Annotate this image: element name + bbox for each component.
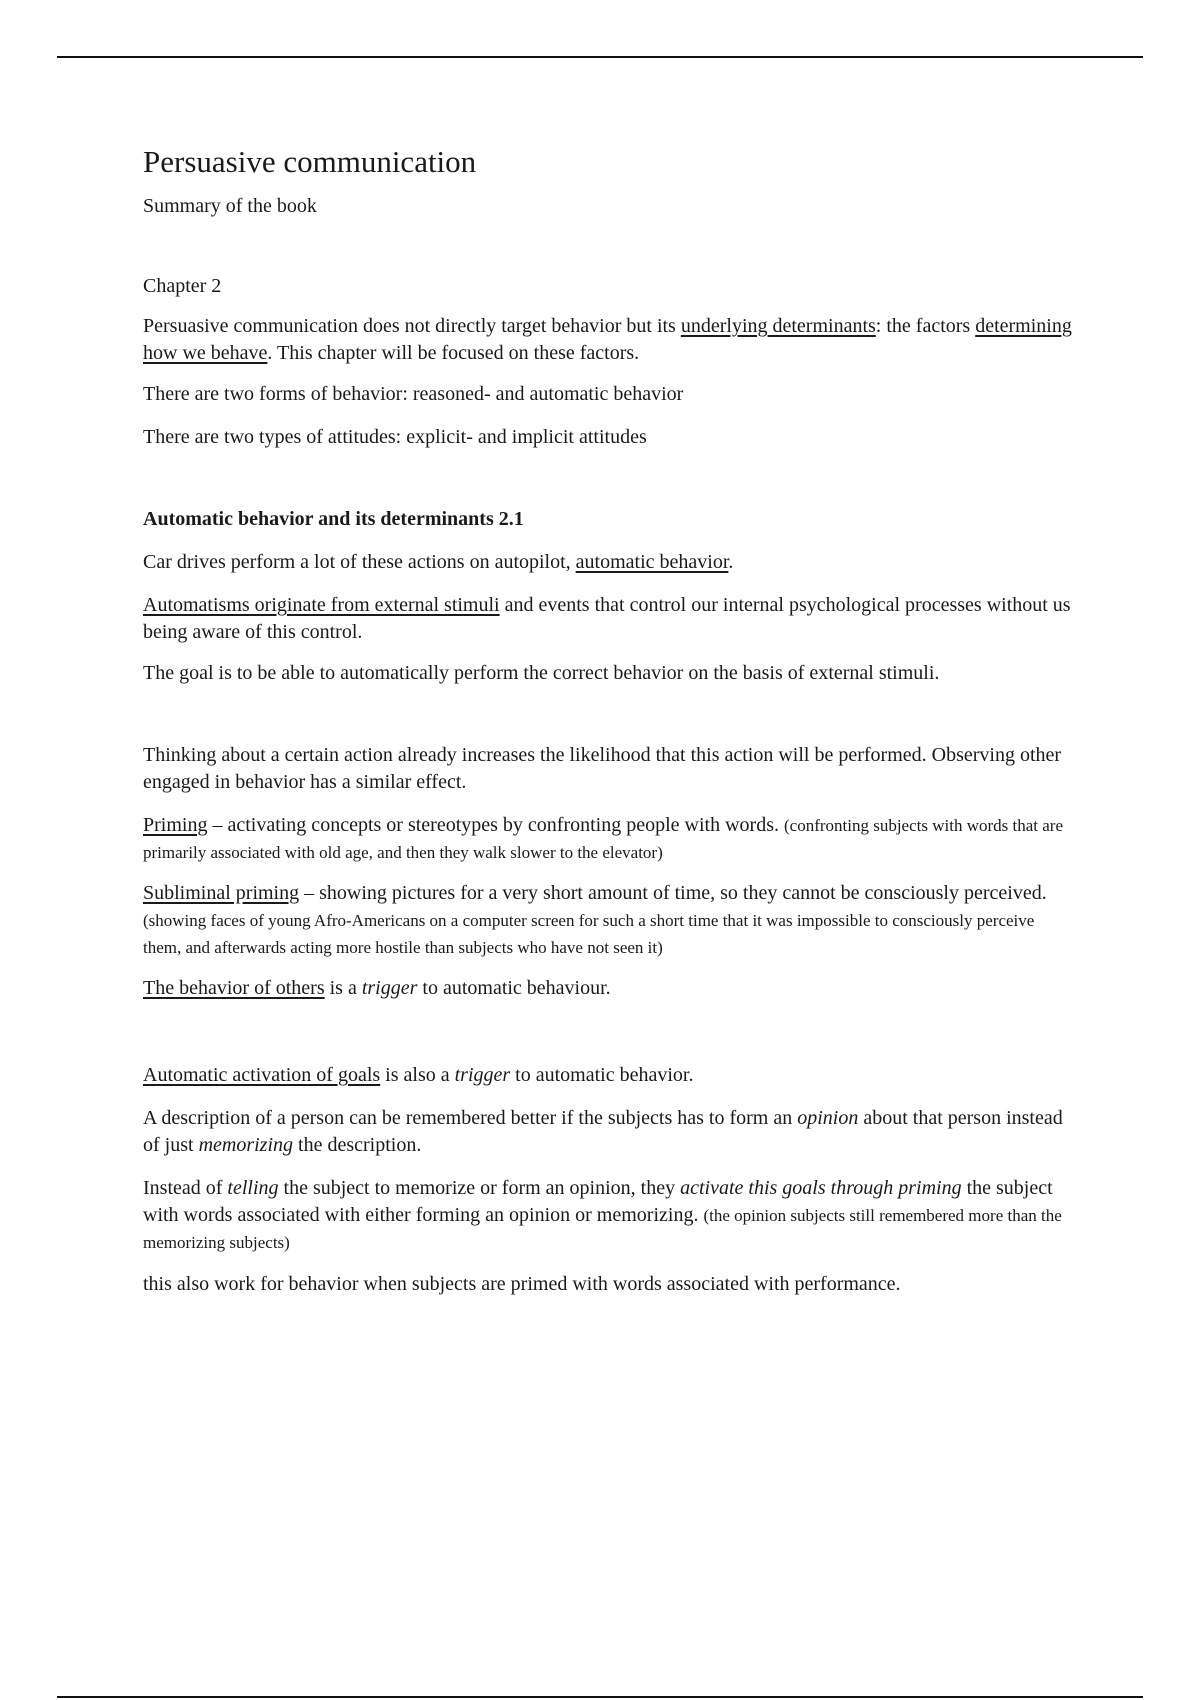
underlined-term: Automatisms originate from external stimuli — [143, 594, 500, 616]
instead-paragraph: Instead of telling the subject to memorize or form an opinion, they activate this goals through priming the subject with words associated with either forming an opinion or memorizing. (the opinion subjects still remembered more than the memorizing subjects) — [143, 1177, 1062, 1252]
document-body — [143, 140, 1073, 1298]
bottom-rule — [57, 1696, 1143, 1698]
example-note: (confronting subjects with words that are primarily associated with old age, and then they walk slower to the elevator) — [143, 816, 1063, 862]
italic-term: trigger — [454, 1064, 511, 1086]
underlined-term: Priming — [143, 814, 208, 836]
intro-paragraph-1: Persuasive communication does not directly target behavior but its underlying determinants: the factors determining how we behave. This chapter will be focused on these factors. — [143, 315, 1072, 364]
intro-paragraph-3: There are two types of attitudes: explicit- and implicit attitudes — [143, 426, 647, 448]
italic-term: opinion — [797, 1107, 859, 1129]
underlined-term: underlying determinants — [680, 315, 876, 337]
section-paragraph-4: Thinking about a certain action already increases the likelihood that this action will be performed. Observing other engaged in behavior has a similar effect. — [143, 744, 1062, 793]
section-paragraph-2: Automatisms originate from external stimuli and events that control our internal psychological processes without us being aware of this control. — [143, 594, 1071, 643]
underlined-term: automatic behavior — [575, 551, 729, 573]
italic-term: telling — [227, 1177, 279, 1199]
underlined-term: determining how we behave — [143, 315, 1072, 364]
underlined-term: The behavior of others — [143, 977, 325, 999]
italic-term: memorizing — [198, 1134, 294, 1156]
italic-term: activate this goals through priming — [680, 1177, 962, 1199]
behavior-of-others-paragraph: The behavior of others is a trigger to automatic behaviour. — [143, 977, 611, 999]
section-paragraph-1: Car drives perform a lot of these actions on autopilot, automatic behavior. — [143, 551, 734, 573]
section-heading: Automatic behavior and its determinants 2.1 — [143, 508, 524, 530]
underlined-term: Automatic activation of goals — [143, 1064, 381, 1086]
example-note: (showing faces of young Afro-Americans on a computer screen for such a short time that it was impossible to consciously perceive them, and afterwards acting more hostile than subjects who have not seen it) — [143, 911, 1035, 957]
underlined-term: Subliminal priming — [143, 882, 300, 904]
final-paragraph: this also work for behavior when subjects are primed with words associated with performance. — [143, 1273, 901, 1295]
top-rule — [57, 56, 1143, 58]
description-paragraph: A description of a person can be remembered better if the subjects has to form an opinion about that person instead of just memorizing the description. — [143, 1107, 1063, 1156]
example-note: (the opinion subjects still remembered more than the memorizing subjects) — [143, 1206, 1062, 1252]
italic-term: trigger — [361, 977, 418, 999]
subliminal-priming-paragraph: Subliminal priming – showing pictures for a very short amount of time, so they cannot be consciously perceived. (showing faces of young Afro-Americans on a computer screen for such a short time that it was impossible to consciously perceive them, and afterwards acting more hostile than subjects who have not seen it) — [143, 882, 1047, 957]
document-subtitle: Summary of the book — [143, 195, 317, 217]
chapter-heading: Chapter 2 — [143, 275, 222, 297]
goal-activation-paragraph: Automatic activation of goals is also a trigger to automatic behavior. — [143, 1064, 694, 1086]
section-paragraph-3: The goal is to be able to automatically perform the correct behavior on the basis of external stimuli. — [143, 662, 940, 684]
intro-paragraph-2: There are two forms of behavior: reasoned- and automatic behavior — [143, 383, 684, 405]
priming-paragraph: Priming – activating concepts or stereotypes by confronting people with words. (confronting subjects with words that are primarily associated with old age, and then they walk slower to the elevator) — [143, 814, 1063, 862]
document-title: Persuasive communication — [143, 144, 477, 179]
